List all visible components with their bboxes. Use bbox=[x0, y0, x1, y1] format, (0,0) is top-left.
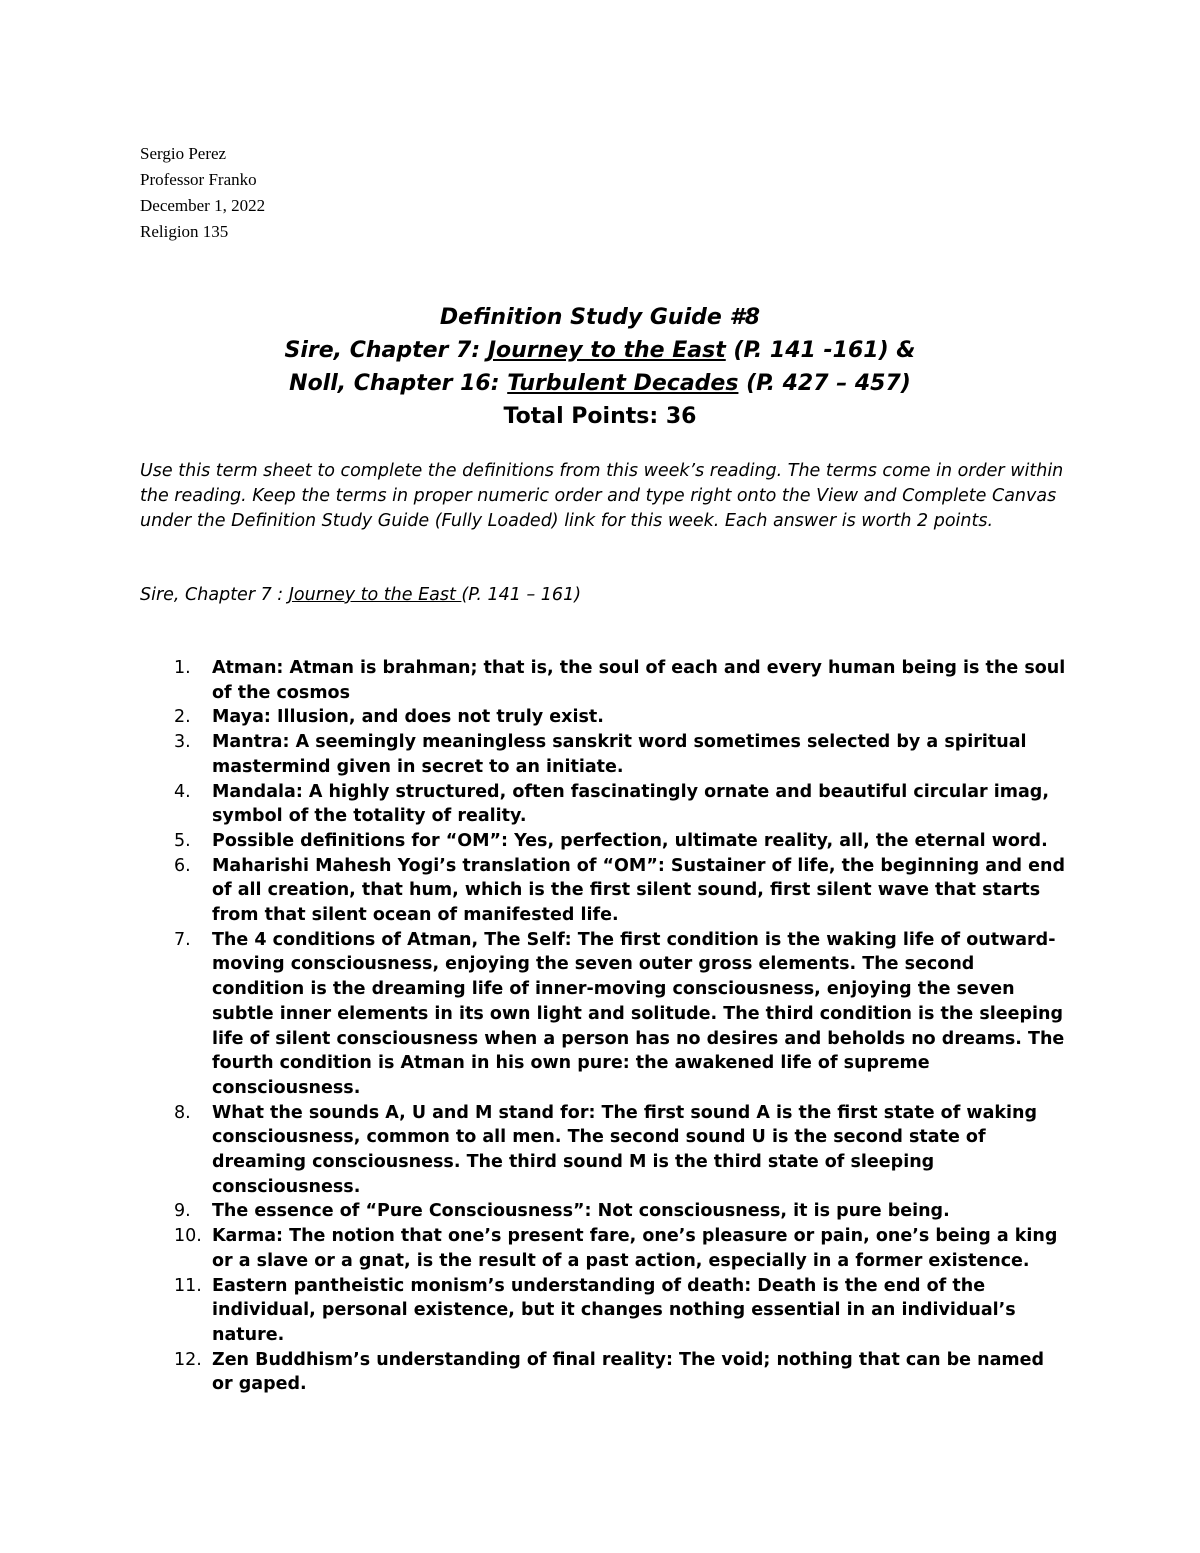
section-book-title: Journey to the East bbox=[288, 585, 462, 605]
term-number: 8. bbox=[174, 1102, 191, 1123]
term-number: 10. bbox=[174, 1226, 202, 1247]
list-item bbox=[140, 1348, 1070, 1397]
term-definition: Karma: The notion that one’s present fare, one’s pleasure or pain, one’s being a king or a slave or a gnat, is the result of a past action, especially in a former existence. bbox=[212, 1226, 1058, 1271]
list-item bbox=[140, 854, 1070, 928]
term-definition: Maharishi Mahesh Yogi’s translation of “OM”: Sustainer of life, the beginning and end of all creation, that hum, which is the first silent sound, first silent wave that starts from that silent ocean of manifested life. bbox=[212, 855, 1066, 926]
list-item bbox=[140, 730, 1070, 779]
term-definition: Mantra: A seemingly meaningless sanskrit word sometimes selected by a spiritual mastermind given in secret to an initiate. bbox=[212, 732, 1027, 777]
section-pages: (P. 141 – 161) bbox=[461, 585, 582, 605]
term-definition: Atman: Atman is brahman; that is, the soul of each and every human being is the soul of the cosmos bbox=[212, 658, 1066, 703]
reading-sire-heading bbox=[0, 334, 1200, 367]
professor-name: Professor Franko bbox=[140, 170, 257, 189]
sire-book-title: Journey to the East bbox=[487, 338, 726, 363]
term-number: 3. bbox=[174, 732, 191, 753]
course-name: Religion 135 bbox=[140, 222, 229, 241]
term-number: 6. bbox=[174, 855, 191, 876]
document-date: December 1, 2022 bbox=[140, 196, 266, 215]
list-item bbox=[140, 780, 1070, 829]
term-number: 2. bbox=[174, 707, 191, 728]
sire-chapter-label: Sire, Chapter 7: bbox=[284, 338, 488, 363]
list-item bbox=[140, 928, 1070, 1101]
reading-noll-heading bbox=[0, 367, 1200, 400]
sire-pages: (P. 141 -161) & bbox=[725, 338, 916, 363]
term-definition: The essence of “Pure Consciousness”: Not consciousness, it is pure being. bbox=[212, 1201, 950, 1222]
term-number: 1. bbox=[174, 658, 191, 678]
list-item bbox=[140, 705, 1070, 730]
term-definition: Possible definitions for “OM”: Yes, perfection, ultimate reality, all, the eternal word. bbox=[212, 830, 1048, 851]
document-header bbox=[140, 141, 265, 245]
instructions-paragraph: Use this term sheet to complete the definitions from this week’s reading. The terms come in order within the reading. Keep the terms in proper numeric order and type right onto the View and Complete Canvas under the Definition Study Guide (Fully Loaded) link for this week. Each answer is worth 2 points. bbox=[140, 461, 1064, 531]
term-definition: The 4 conditions of Atman, The Self: The first condition is the waking life of outward-moving consciousness, enjoying the seven outer gross elements. The second condition is the dreaming life of inner-moving consciousness, enjoying the seven subtle inner elements in its own light and solitude. The third condition is the sleeping life of silent consciousness when a person has no desires and beholds no dreams. The fourth condition is Atman in his own pure: the awakened life of supreme consciousness. bbox=[212, 929, 1065, 1098]
section-chapter-label: Sire, Chapter 7 : bbox=[140, 585, 289, 605]
section-heading bbox=[140, 583, 581, 608]
list-item bbox=[140, 1274, 1070, 1348]
term-definition: What the sounds A, U and M stand for: The first sound A is the first state of waking consciousness, common to all men. The second sound U is the second state of dreaming consciousness. The third sound M is the third state of sleeping consciousness. bbox=[212, 1102, 1037, 1197]
term-number: 5. bbox=[174, 830, 191, 851]
term-number: 12. bbox=[174, 1349, 202, 1370]
terms-list bbox=[140, 656, 1070, 1397]
list-item bbox=[140, 1224, 1070, 1273]
term-number: 7. bbox=[174, 929, 191, 950]
student-name: Sergio Perez bbox=[140, 144, 227, 163]
term-number: 4. bbox=[174, 781, 191, 802]
total-points: Total Points: 36 bbox=[503, 404, 697, 429]
term-definition: Mandala: A highly structured, often fascinatingly ornate and beautiful circular imag, symbol of the totality of reality. bbox=[212, 781, 1049, 827]
list-item bbox=[140, 656, 1070, 705]
term-number: 9. bbox=[174, 1201, 191, 1222]
term-number: 11. bbox=[174, 1275, 202, 1296]
list-item bbox=[140, 829, 1070, 854]
term-definition: Maya: Illusion, and does not truly exist. bbox=[212, 707, 604, 728]
term-definition: Eastern pantheistic monism’s understanding of death: Death is the end of the individual, personal existence, but it changes nothing essential in an individual’s nature. bbox=[212, 1275, 1016, 1345]
noll-pages: (P. 427 – 457) bbox=[738, 371, 911, 396]
title-block bbox=[0, 301, 1200, 433]
list-item bbox=[140, 1101, 1070, 1200]
list-item bbox=[140, 1199, 1070, 1224]
term-definition: Zen Buddhism’s understanding of final reality: The void; nothing that can be named or gaped. bbox=[212, 1349, 1045, 1395]
document-title: Definition Study Guide #8 bbox=[439, 305, 761, 330]
noll-book-title: Turbulent Decades bbox=[507, 371, 739, 396]
noll-chapter-label: Noll, Chapter 16: bbox=[289, 371, 508, 396]
